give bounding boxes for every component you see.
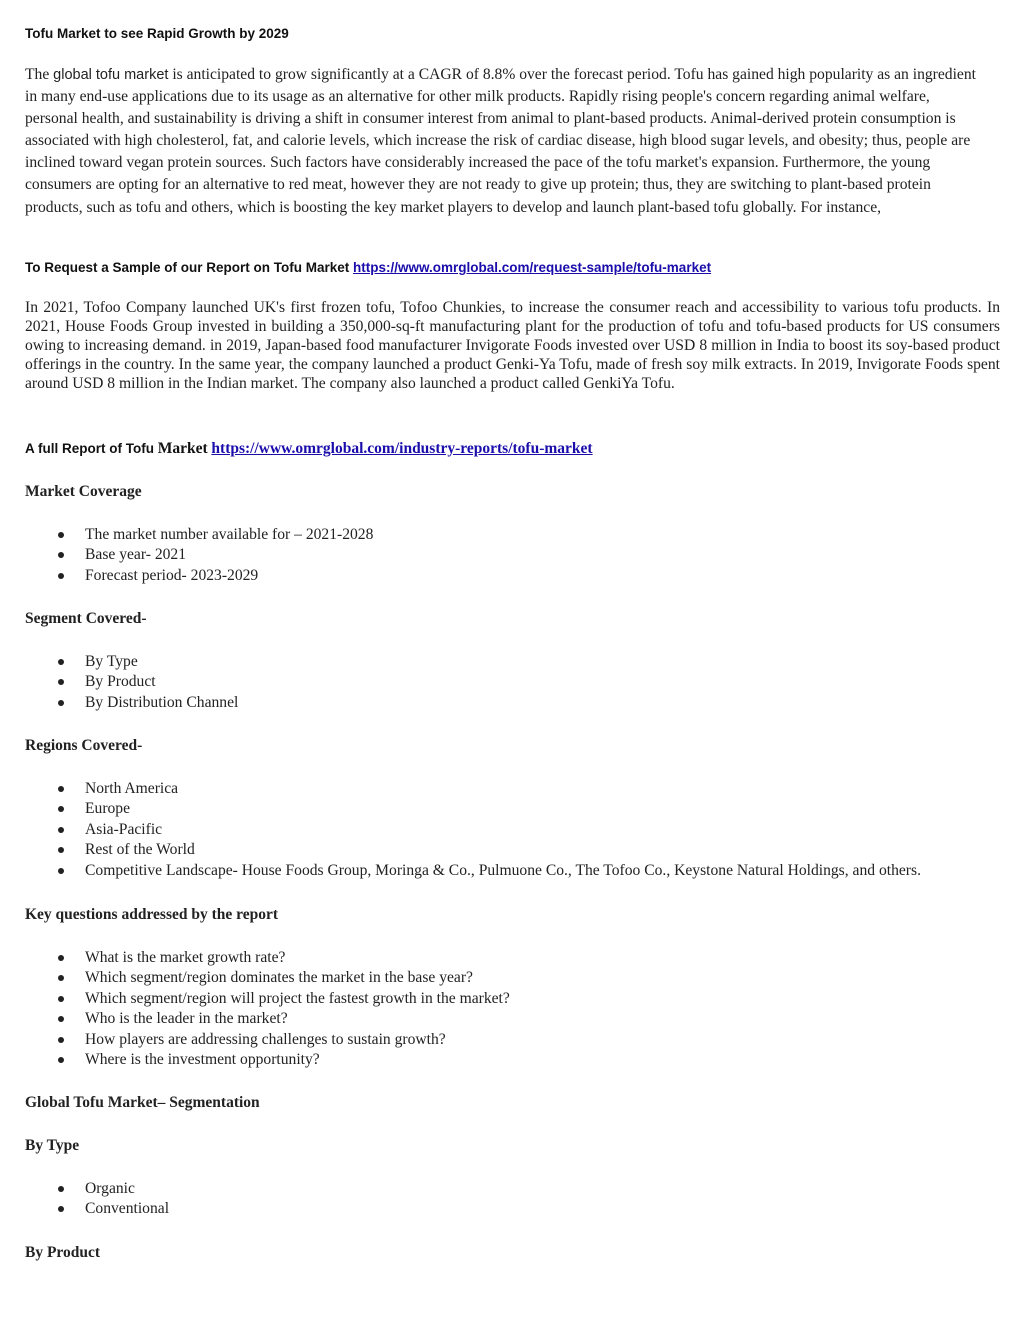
list-item: Organic: [25, 1179, 169, 1199]
by-product-heading: By Product: [25, 1244, 101, 1261]
sample-request-label: To Request a Sample of our Report on Tofu Market: [25, 260, 354, 275]
list-item: Rest of the World: [25, 840, 921, 860]
full-report-label-word: Market: [157, 440, 208, 457]
developments-paragraph: In 2021, Tofoo Company launched UK's first frozen tofu, Tofoo Chunkies, to increase the consumer reach and accessibility to various tofu products. In 2021, House Foods Group invested in building a 350,000-sq-ft manufacturing plant for the production of tofu and tofu-based products for US consumers owing to increasing demand. in 2019, Japan-based food manufacturer Invigorate Foods invested over USD 8 million in India to boost its soy-based product offerings in the country. In the same year, the company launched a product Genki-Ya Tofu, made of fresh soy milk extracts. In 2019, Invigorate Foods spent around USD 8 million in the Indian market. The company also launched a product called GenkiYa Tofu.: [25, 299, 1000, 393]
bullet-icon: [58, 996, 64, 1002]
bullet-icon: [58, 1037, 64, 1043]
segment-covered-heading: Segment Covered-: [25, 610, 147, 627]
bullet-icon: [58, 868, 64, 874]
by-type-list: [25, 1179, 169, 1220]
bullet-icon: [58, 955, 64, 961]
sample-request-link[interactable]: https://www.omrglobal.com/request-sample/tofu-market: [353, 260, 712, 275]
bullet-icon: [58, 786, 64, 792]
list-item: How players are addressing challenges to sustain growth?: [25, 1030, 510, 1050]
bullet-icon: [58, 679, 64, 685]
list-item: Base year- 2021: [25, 545, 373, 565]
bullet-icon: [58, 659, 64, 665]
full-report-label: A full Report of Tofu: [25, 441, 158, 456]
bullet-icon: [58, 975, 64, 981]
bullet-icon: [58, 532, 64, 538]
intro-highlight: global tofu market: [53, 67, 169, 83]
list-item: Where is the investment opportunity?: [25, 1050, 510, 1070]
bullet-icon: [58, 1016, 64, 1022]
market-coverage-list: [25, 525, 373, 586]
key-questions-heading: Key questions addressed by the report: [25, 906, 279, 923]
bullet-icon: [58, 552, 64, 558]
list-item: By Type: [25, 652, 238, 672]
list-item: Europe: [25, 799, 921, 819]
bullet-icon: [58, 827, 64, 833]
list-item: North America: [25, 779, 921, 799]
full-report-line: [25, 440, 593, 458]
intro-paragraph: [25, 64, 985, 219]
segment-covered-list: [25, 652, 238, 713]
intro-lead: The: [25, 66, 54, 83]
regions-covered-heading: Regions Covered-: [25, 737, 143, 754]
bullet-icon: [58, 847, 64, 853]
list-item: Which segment/region dominates the market in the base year?: [25, 968, 510, 988]
list-item: Forecast period- 2023-2029: [25, 566, 373, 586]
bullet-icon: [58, 700, 64, 706]
list-item: By Product: [25, 672, 238, 692]
list-item: Who is the leader in the market?: [25, 1009, 510, 1029]
page-title: Tofu Market to see Rapid Growth by 2029: [25, 26, 289, 41]
list-item: What is the market growth rate?: [25, 948, 510, 968]
sample-request-line: [25, 260, 711, 275]
bullet-icon: [58, 1206, 64, 1212]
list-item: By Distribution Channel: [25, 693, 238, 713]
list-item: Asia-Pacific: [25, 820, 921, 840]
full-report-link[interactable]: https://www.omrglobal.com/industry-reports/tofu-market: [211, 440, 593, 457]
intro-rest: is anticipated to grow significantly at a CAGR of 8.8% over the forecast period. Tofu has gained high popularity as an ingredient in many end-use applications due to its usage as an alternative for other milk products. Rapidly rising people's concern regarding animal welfare, personal health, and sustainability is driving a shift in consumer interest from animal to plant-based products. Animal-derived protein consumption is associated with high cholesterol, fat, and calorie levels, which increase the risk of cardiac disease, high blood sugar levels, and obesity; thus, people are inclined toward vegan protein sources. Such factors have considerably increased the pace of the tofu market's expansion. Furthermore, the young consumers are opting for an alternative to red meat, however they are not ready to give up protein; thus, they are switching to plant-based protein products, such as tofu and others, which is boosting the key market players to develop and launch plant-based tofu globally. For instance,: [25, 66, 976, 216]
market-coverage-heading: Market Coverage: [25, 483, 142, 500]
list-item: The market number available for – 2021-2028: [25, 525, 373, 545]
regions-covered-list: [25, 779, 921, 881]
by-type-heading: By Type: [25, 1137, 80, 1154]
segmentation-heading: Global Tofu Market– Segmentation: [25, 1094, 260, 1111]
list-item: Conventional: [25, 1199, 169, 1219]
bullet-icon: [58, 806, 64, 812]
bullet-icon: [58, 1186, 64, 1192]
bullet-icon: [58, 573, 64, 579]
list-item: Which segment/region will project the fastest growth in the market?: [25, 989, 510, 1009]
bullet-icon: [58, 1057, 64, 1063]
list-item: Competitive Landscape- House Foods Group, Moringa & Co., Pulmuone Co., The Tofoo Co., Keystone Natural Holdings, and others.: [25, 861, 921, 881]
key-questions-list: [25, 948, 510, 1070]
